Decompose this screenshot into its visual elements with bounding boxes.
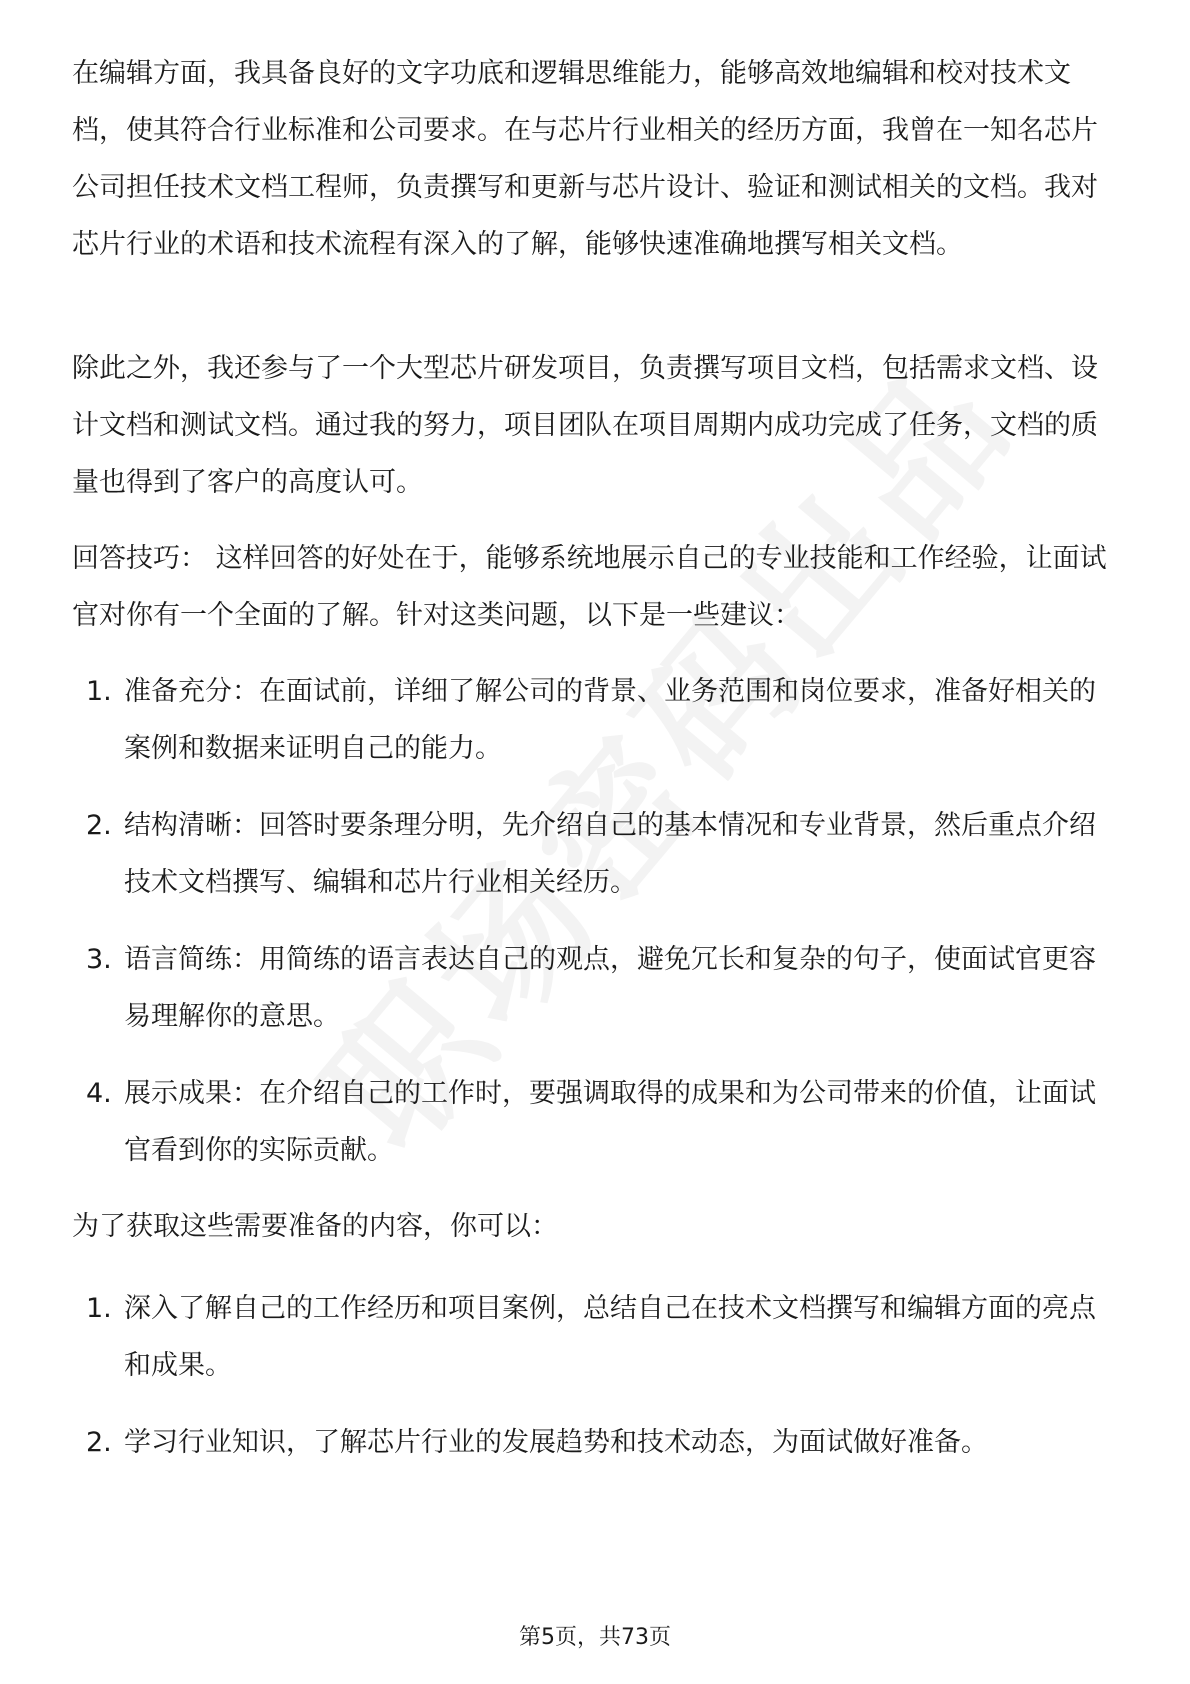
paragraph-answer-tips: 回答技巧： 这样回答的好处在于，能够系统地展示自己的专业技能和工作经验，让面试官对你有一个全面的了解。针对这类问题，以下是一些建议： [72, 543, 1107, 631]
list-number: 4. [86, 1078, 112, 1109]
list-number: 2. [86, 1427, 112, 1458]
list-text: 学习行业知识，了解芯片行业的发展趋势和技术动态，为面试做好准备。 [124, 1427, 988, 1458]
list-text: 结构清晰：回答时要条理分明，先介绍自己的基本情况和专业背景，然后重点介绍技术文档撰写、编辑和芯片行业相关经历。 [124, 810, 1096, 898]
list-text: 展示成果：在介绍自己的工作时，要强调取得的成果和为公司带来的价值，让面试官看到你的实际贡献。 [124, 1078, 1096, 1166]
list-number: 1. [86, 676, 112, 707]
paragraph-editing-experience: 在编辑方面，我具备良好的文字功底和逻辑思维能力，能够高效地编辑和校对技术文档，使其符合行业标准和公司要求。在与芯片行业相关的经历方面，我曾在一知名芯片公司担任技术文档工程师，负责撰写和更新与芯片设计、验证和测试相关的文档。我对芯片行业的术语和技术流程有深入的了解，能够快速准确地撰写相关文档。 [72, 58, 1098, 260]
list-item [72, 663, 1122, 777]
list-item [72, 797, 1122, 911]
page-footer: 第5页，共73页 [519, 1625, 671, 1650]
list-item [72, 1065, 1122, 1179]
list-item [72, 931, 1122, 1045]
list-text: 深入了解自己的工作经历和项目案例，总结自己在技术文档撰写和编辑方面的亮点和成果。 [124, 1293, 1096, 1381]
list-text: 语言简练：用简练的语言表达自己的观点，避免冗长和复杂的句子，使面试官更容易理解你的意思。 [124, 944, 1096, 1032]
list-item [72, 1280, 1122, 1394]
list-item [72, 1414, 1122, 1471]
paragraph-preparation-intro: 为了获取这些需要准备的内容，你可以： [72, 1211, 558, 1242]
list-text: 准备充分：在面试前，详细了解公司的背景、业务范围和岗位要求，准备好相关的案例和数据来证明自己的能力。 [124, 676, 1096, 764]
list-number: 1. [86, 1293, 112, 1324]
list-number: 2. [86, 810, 112, 841]
list-number: 3. [86, 944, 112, 975]
paragraph-project-experience: 除此之外，我还参与了一个大型芯片研发项目，负责撰写项目文档，包括需求文档、设计文档和测试文档。通过我的努力，项目团队在项目周期内成功完成了任务，文档的质量也得到了客户的高度认可。 [72, 353, 1098, 498]
